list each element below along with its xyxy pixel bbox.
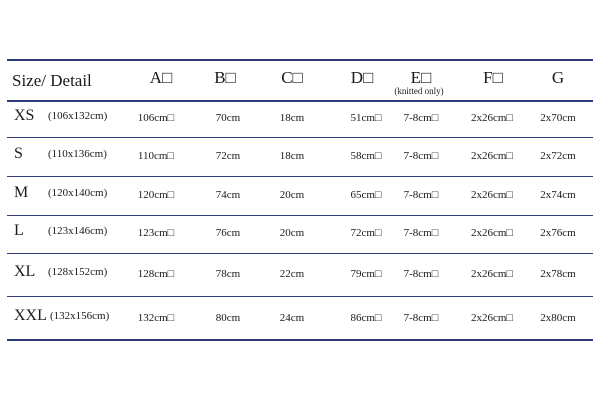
header-bottom-rule <box>7 100 593 102</box>
size-dimensions: (128x152cm) <box>48 266 108 278</box>
size-label: M <box>14 184 29 201</box>
table-cell: 2x72cm <box>540 150 576 162</box>
size-detail-header: Size/ Detail <box>12 71 92 90</box>
table-cell: 76cm <box>215 227 241 239</box>
table-cell: 70cm <box>215 112 241 124</box>
row-divider <box>7 137 593 138</box>
size-dimensions: (123x146cm) <box>48 225 108 237</box>
table-cell: 72cm□ <box>350 227 382 239</box>
row-divider <box>7 253 593 254</box>
table-cell: 7-8cm□ <box>403 189 439 201</box>
column-header-b: B□ <box>214 68 236 87</box>
table-cell: 22cm <box>279 268 305 280</box>
size-label: XXL <box>14 307 47 324</box>
table-cell: 24cm <box>279 312 305 324</box>
column-header-g: G <box>551 68 565 87</box>
row-divider <box>7 296 593 297</box>
table-cell: 2x26cm□ <box>470 112 514 124</box>
table-cell: 123cm□ <box>137 227 175 239</box>
table-cell: 7-8cm□ <box>403 268 439 280</box>
size-dimensions: (106x132cm) <box>48 110 108 122</box>
table-cell: 2x74cm <box>540 189 576 201</box>
size-label: XS <box>14 107 35 124</box>
table-cell: 2x70cm <box>540 112 576 124</box>
table-cell: 2x76cm <box>540 227 576 239</box>
table-cell: 80cm <box>215 312 241 324</box>
table-cell: 2x26cm□ <box>470 312 514 324</box>
table-cell: 78cm <box>215 268 241 280</box>
table-cell: 7-8cm□ <box>403 312 439 324</box>
table-cell: 2x78cm <box>540 268 576 280</box>
column-header-e: E□ <box>410 68 432 87</box>
column-header-f: F□ <box>483 68 503 87</box>
table-cell: 72cm <box>215 150 241 162</box>
table-cell: 18cm <box>279 150 305 162</box>
column-e-note: (knitted only) <box>394 86 444 96</box>
table-cell: 58cm□ <box>350 150 382 162</box>
column-header-a: A□ <box>149 68 173 87</box>
table-cell: 2x26cm□ <box>470 227 514 239</box>
size-dimensions: (110x136cm) <box>48 148 107 160</box>
table-cell: 106cm□ <box>137 112 175 124</box>
table-cell: 132cm□ <box>137 312 175 324</box>
row-divider <box>7 176 593 177</box>
size-dimensions: (120x140cm) <box>48 187 108 199</box>
table-top-rule <box>7 59 593 61</box>
table-cell: 120cm□ <box>137 189 175 201</box>
table-cell: 110cm□ <box>137 150 175 162</box>
size-label: S <box>14 145 23 162</box>
table-cell: 7-8cm□ <box>403 112 439 124</box>
table-cell: 2x26cm□ <box>470 268 514 280</box>
table-cell: 79cm□ <box>350 268 382 280</box>
table-cell: 2x80cm <box>540 312 576 324</box>
table-cell: 18cm <box>279 112 305 124</box>
table-cell: 20cm <box>279 227 305 239</box>
table-cell: 2x26cm□ <box>470 189 514 201</box>
column-header-c: C□ <box>281 68 303 87</box>
table-cell: 86cm□ <box>350 312 382 324</box>
table-cell: 7-8cm□ <box>403 150 439 162</box>
table-cell: 65cm□ <box>350 189 382 201</box>
size-label: XL <box>14 263 36 280</box>
table-cell: 74cm <box>215 189 241 201</box>
row-divider <box>7 215 593 216</box>
table-cell: 2x26cm□ <box>470 150 514 162</box>
column-header-d: D□ <box>350 68 374 87</box>
size-label: L <box>14 222 24 239</box>
table-cell: 20cm <box>279 189 305 201</box>
size-dimensions: (132x156cm) <box>50 310 110 322</box>
table-bottom-rule <box>7 339 593 341</box>
table-cell: 128cm□ <box>137 268 175 280</box>
table-cell: 51cm□ <box>350 112 382 124</box>
table-cell: 7-8cm□ <box>403 227 439 239</box>
